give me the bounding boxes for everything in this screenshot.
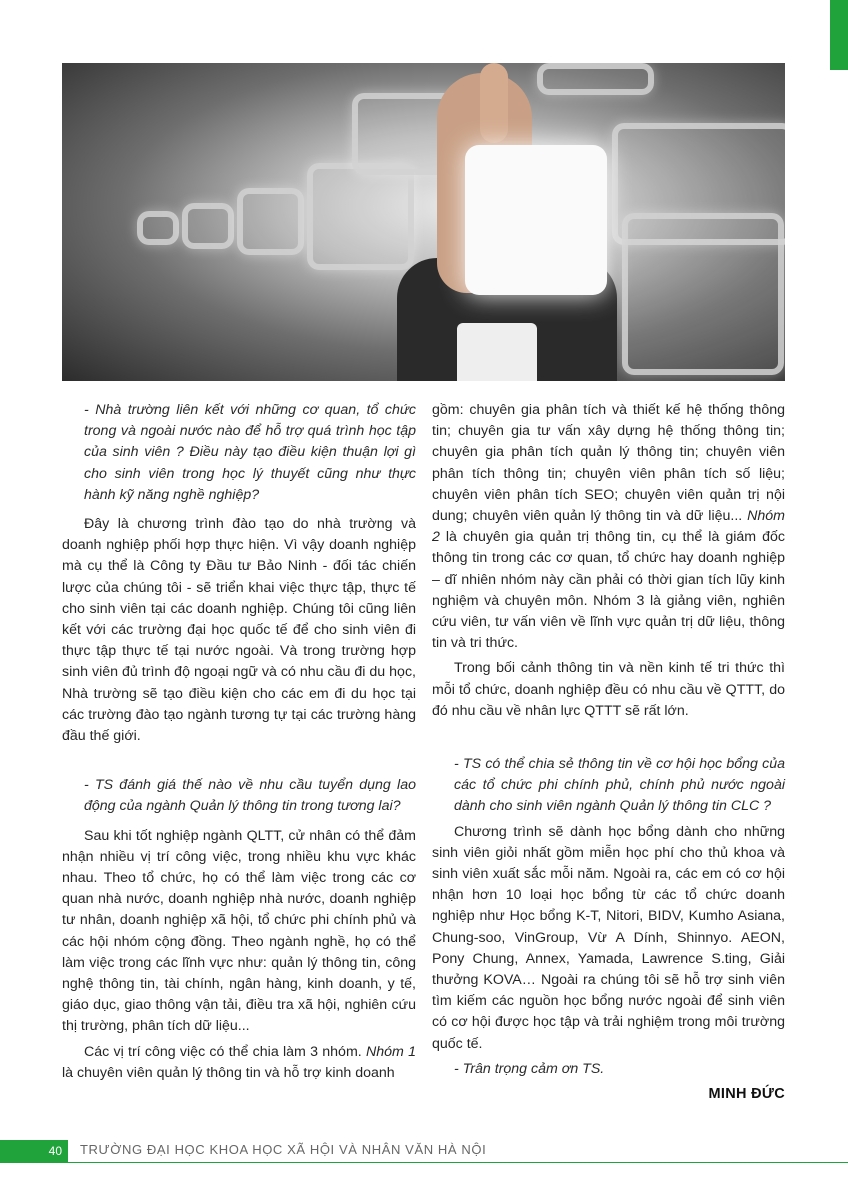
job-groups-text-cont: là chuyên viên quản lý thông tin và hỗ trợ kinh doanh xyxy=(62,1064,395,1081)
answer-demand-conclusion: Trong bối cảnh thông tin và nền kinh tế tri thức thì mỗi tổ chức, doanh nghiệp đều có nhu cầu về QTTT, do đó nhu cầu về nhân lực QTTT sẽ rất lớn. xyxy=(432,660,785,719)
closing-thanks: - Trân trọng cảm ơn TS. xyxy=(454,1060,605,1077)
question-partner-organizations: - Nhà trường liên kết với những cơ quan, tổ chức trong và ngoài nước nào để hỗ trợ quá trình học tập của sinh viên ? Điều này tạo điều kiện thuận lợi gì cho sinh viên trong học lý thuyết cũng như thực hành kỹ năng nghề nghiệp? xyxy=(84,402,416,503)
question-recruitment-demand: - TS đánh giá thế nào về nhu cầu tuyển dụng lao động của ngành Quản lý thông tin trong tương lai? xyxy=(84,777,416,815)
answer-job-groups-continued xyxy=(432,400,785,654)
right-column xyxy=(432,400,785,1080)
job-groups-text: Các vị trí công việc có thể chia làm 3 nhóm. xyxy=(84,1043,366,1060)
group-2-label: Nhóm 2 xyxy=(432,508,785,546)
answer-recruitment-demand: Sau khi tốt nghiệp ngành QLTT, cử nhân có thể đảm nhận nhiều vị trí công việc, trong nhiều khu vực khác nhau. Theo tổ chức, họ có thể làm việc trong các cơ quan nhà nước, doanh nghiệp nhà nước, doanh nghiệp tư nhân, doanh nghiệp xã hội, tổ chức phi chính phủ và các hội nhóm cộng đồng. Theo ngành nghề, họ có thể làm việc trong các lĩnh vực như: quản lý thông tin, công nghệ thông tin, tài chính, ngân hàng, kinh doanh, y tế, giáo dục, giao thông vận tải, điều tra xã hội, nghiên cứu thị trường, phân tích dữ liệu... xyxy=(62,827,416,1035)
question-scholarships: - TS có thể chia sẻ thông tin về cơ hội học bổng của các tổ chức phi chính phủ, chính phủ nước ngoài dành cho sinh viên ngành Quản lý thông tin CLC ? xyxy=(454,756,785,815)
group-1-details: gồm: chuyên gia phân tích và thiết kế hệ thống thông tin; chuyên gia tư vấn xây dựng hệ thống thông tin; chuyên gia phân tích quản lý thông tin; chuyên viên phân tích thông tin; chuyên viên phân tích số liệu; chuyên viên phân tích SEO; chuyên viên quản trị nội dung; chuyên viên quản lý thông tin và dữ liệu... xyxy=(432,402,785,525)
corner-tab xyxy=(830,0,848,70)
hero-image xyxy=(62,63,785,381)
answer-job-groups-start xyxy=(62,1042,416,1084)
answer-partner-organizations: Đây là chương trình đào tạo do nhà trường và doanh nghiệp phối hợp thực hiện. Vì vậy doanh nghiệp mà cụ thể là Công ty Đầu tư Bảo Ninh - đối tác chiến lược của chúng tôi - sẽ triển khai việc thực tập, thực tế cho sinh viên tại các doanh nghiệp. Chúng tôi cũng liên kết với các trường đại học quốc tế để cho sinh viên đi thực tập thực tế tại nước ngoài. Và trong trường hợp sinh viên đủ trình độ ngoại ngữ và có nhu cầu đi du học, Nhà trường sẽ tạo điều kiện cho các em đi du học tại các trường đào tạo ngành tương tự tại các trường hàng đầu thế giới. xyxy=(62,516,416,745)
footer-divider xyxy=(0,1162,848,1163)
page-footer xyxy=(0,1140,848,1162)
author-signature: MINH ĐỨC xyxy=(708,1086,785,1102)
page-number: 40 xyxy=(0,1140,68,1162)
answer-scholarships: Chương trình sẽ dành học bổng dành cho những sinh viên giỏi nhất gồm miễn học phí cho thủ khoa và sinh viên xuất sắc mỗi năm. Ngoài ra, các em có cơ hội nhận hơn 10 loại học bổng từ các tổ chức doanh nghiệp như Học bổng K-T, Nitori, BIDV, Kumho Asiana, Chung-soo, VinGroup, Vừ A Dính, Shinnyo. AEON, Pony Chung, Annex, Yamada, Lawrence S.ting, Giải thưởng KOVA… Ngoài ra chúng tôi sẽ hỗ trợ sinh viên tìm kiếm các nguồn học bổng nước ngoài để sinh viên có cơ hội được học tập và trải nghiệm trong môi trường quốc tế. xyxy=(432,823,785,1052)
group-1-label: Nhóm 1 xyxy=(365,1043,416,1060)
group-2-3-details: là chuyên gia quản trị thông tin, cụ thể là giám đốc thông tin trong các cơ quan, tổ chức hay doanh nghiệp – dĩ nhiên nhóm này cần phải có thời gian tích lũy kinh nghiệm và chuyên môn. Nhóm 3 là giảng viên, nghiên cứu viên, tư vấn viên về lĩnh vực quản trị dữ liệu, thông tin và tri thức. xyxy=(432,529,785,652)
footer-university-title: TRƯỜNG ĐẠI HỌC KHOA HỌC XÃ HỘI VÀ NHÂN VĂN HÀ NỘI xyxy=(80,1142,487,1157)
left-column xyxy=(62,400,416,1084)
